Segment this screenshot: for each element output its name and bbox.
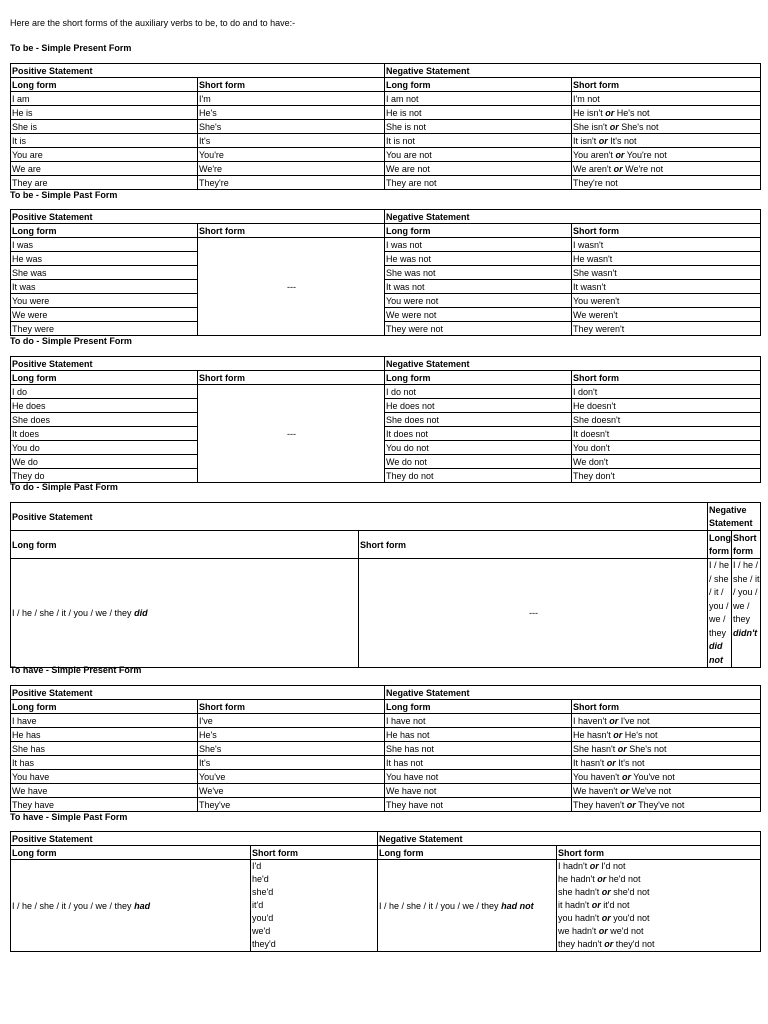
- cell: We do: [11, 455, 198, 469]
- table-row: [11, 860, 761, 952]
- section-title-have-present: To have - Simple Present Form: [10, 665, 142, 675]
- table-do-past: [10, 502, 761, 668]
- cell: It is: [11, 134, 198, 148]
- section-title-do-present: To do - Simple Present Form: [10, 336, 132, 346]
- table-have-past: [10, 831, 761, 952]
- cell: You weren't: [572, 294, 761, 308]
- table-do-present: [10, 356, 761, 483]
- cell: I was not: [385, 238, 572, 252]
- table-row: [11, 756, 761, 770]
- short-form-header: Short form: [572, 371, 761, 385]
- cell: We aren't or We're not: [572, 162, 761, 176]
- table-row: [11, 238, 761, 252]
- long-form-header: Long form: [11, 224, 198, 238]
- cell: He doesn't: [572, 399, 761, 413]
- table-be-past: [10, 209, 761, 336]
- cell: I'd he'd she'd it'd you'd we'd they'd: [251, 860, 378, 952]
- cell: It isn't or It's not: [572, 134, 761, 148]
- table-row: [11, 427, 761, 441]
- cell: They weren't: [572, 322, 761, 336]
- long-form-header: Long form: [11, 371, 198, 385]
- cell: You have: [11, 770, 198, 784]
- cell: You were: [11, 294, 198, 308]
- cell: It was not: [385, 280, 572, 294]
- cell: You do: [11, 441, 198, 455]
- cell: I do not: [385, 385, 572, 399]
- cell: It hasn't or It's not: [572, 756, 761, 770]
- cell: You have not: [385, 770, 572, 784]
- table-row: [11, 294, 761, 308]
- cell: She has: [11, 742, 198, 756]
- cell: It has not: [385, 756, 572, 770]
- cell: We have not: [385, 784, 572, 798]
- table-row: [11, 385, 761, 399]
- cell: They've: [198, 798, 385, 812]
- cell: I'm: [198, 92, 385, 106]
- cell: They do: [11, 469, 198, 483]
- short-form-header: Short form: [572, 224, 761, 238]
- cell: They do not: [385, 469, 572, 483]
- cell: He hasn't or He's not: [572, 728, 761, 742]
- long-form-header: Long form: [385, 700, 572, 714]
- cell: I have not: [385, 714, 572, 728]
- cell: We're: [198, 162, 385, 176]
- cell: We have: [11, 784, 198, 798]
- negative-header: Negative Statement: [385, 686, 761, 700]
- intro-text: Here are the short forms of the auxiliary verbs to be, to do and to have:-: [10, 18, 296, 28]
- negative-header: Negative Statement: [385, 357, 761, 371]
- long-form-header: Long form: [378, 846, 557, 860]
- table-row: [11, 770, 761, 784]
- cell: She does not: [385, 413, 572, 427]
- cell: They are not: [385, 176, 572, 190]
- cell: He is not: [385, 106, 572, 120]
- cell: It does: [11, 427, 198, 441]
- long-form-header: Long form: [385, 78, 572, 92]
- cell: I have: [11, 714, 198, 728]
- table-have-present: [10, 685, 761, 812]
- negative-header: Negative Statement: [378, 832, 761, 846]
- cell: You are not: [385, 148, 572, 162]
- negative-header: Negative Statement: [385, 64, 761, 78]
- cell: They are: [11, 176, 198, 190]
- cell: I am not: [385, 92, 572, 106]
- cell: She was not: [385, 266, 572, 280]
- cell: I / he / she / it / you / we / they had not: [378, 860, 557, 952]
- cell: I'm not: [572, 92, 761, 106]
- cell: I don't: [572, 385, 761, 399]
- short-form-header: Short form: [198, 371, 385, 385]
- long-form-header: Long form: [11, 700, 198, 714]
- table-be-present: [10, 63, 761, 190]
- cell: He isn't or He's not: [572, 106, 761, 120]
- cell: I hadn't or I'd not he hadn't or he'd not she hadn't or she'd not it hadn't or it'd not you hadn't or you'd not we hadn't or we'd not they hadn't or they'd not: [557, 860, 761, 952]
- negative-header: Negative Statement: [708, 503, 761, 531]
- cell: I am: [11, 92, 198, 106]
- table-header-row: [11, 64, 761, 78]
- positive-header: Positive Statement: [11, 832, 378, 846]
- cell: She hasn't or She's not: [572, 742, 761, 756]
- short-form-header: Short form: [359, 531, 708, 559]
- no-short-form-cell: ---: [198, 385, 385, 483]
- section-title-do-past: To do - Simple Past Form: [10, 482, 118, 492]
- cell: They're: [198, 176, 385, 190]
- cell: We were: [11, 308, 198, 322]
- cell: She is: [11, 120, 198, 134]
- cell: He has: [11, 728, 198, 742]
- table-row: [11, 413, 761, 427]
- table-row: [11, 252, 761, 266]
- short-form-header: Short form: [557, 846, 761, 860]
- cell: You aren't or You're not: [572, 148, 761, 162]
- cell: We are not: [385, 162, 572, 176]
- table-row: [11, 266, 761, 280]
- cell: I wasn't: [572, 238, 761, 252]
- cell: They were: [11, 322, 198, 336]
- cell: It has: [11, 756, 198, 770]
- cell: She was: [11, 266, 198, 280]
- cell: I haven't or I've not: [572, 714, 761, 728]
- cell: We don't: [572, 455, 761, 469]
- positive-header: Positive Statement: [11, 686, 385, 700]
- table-row: [11, 162, 761, 176]
- cell: She doesn't: [572, 413, 761, 427]
- cell: He's: [198, 728, 385, 742]
- table-row: [11, 176, 761, 190]
- cell: She's: [198, 120, 385, 134]
- long-form-header: Long form: [11, 531, 359, 559]
- short-form-header: Short form: [198, 700, 385, 714]
- cell: He wasn't: [572, 252, 761, 266]
- cell: I do: [11, 385, 198, 399]
- table-row: [11, 728, 761, 742]
- positive-header: Positive Statement: [11, 357, 385, 371]
- table-row: [11, 134, 761, 148]
- cell: She isn't or She's not: [572, 120, 761, 134]
- table-row: [11, 106, 761, 120]
- section-title-have-past: To have - Simple Past Form: [10, 812, 128, 822]
- cell: It's: [198, 134, 385, 148]
- cell: He does not: [385, 399, 572, 413]
- no-short-form-cell: ---: [198, 238, 385, 336]
- long-form-header: Long form: [385, 224, 572, 238]
- cell: She is not: [385, 120, 572, 134]
- cell: It is not: [385, 134, 572, 148]
- short-form-header: Short form: [198, 224, 385, 238]
- cell: He was not: [385, 252, 572, 266]
- cell: We are: [11, 162, 198, 176]
- table-row: [11, 742, 761, 756]
- positive-header: Positive Statement: [11, 64, 385, 78]
- cell: It does not: [385, 427, 572, 441]
- cell: We were not: [385, 308, 572, 322]
- table-row: [11, 92, 761, 106]
- table-row: [11, 120, 761, 134]
- cell: You don't: [572, 441, 761, 455]
- cell: We weren't: [572, 308, 761, 322]
- short-form-header: Short form: [572, 78, 761, 92]
- negative-header: Negative Statement: [385, 210, 761, 224]
- short-form-header: Short form: [572, 700, 761, 714]
- long-form-header: Long form: [385, 371, 572, 385]
- cell: You're: [198, 148, 385, 162]
- table-row: [11, 455, 761, 469]
- cell: We do not: [385, 455, 572, 469]
- cell: He's: [198, 106, 385, 120]
- section-title-be-present: To be - Simple Present Form: [10, 43, 132, 53]
- cell: He is: [11, 106, 198, 120]
- cell: They were not: [385, 322, 572, 336]
- cell: I / he / she / it / you / we / they did: [11, 559, 359, 668]
- cell: I / he / she / it / you / we / they didn't: [732, 559, 761, 668]
- short-form-header: Short form: [251, 846, 378, 860]
- table-row: [11, 148, 761, 162]
- cell: You've: [198, 770, 385, 784]
- section-title-be-past: To be - Simple Past Form: [10, 190, 118, 200]
- cell: It was: [11, 280, 198, 294]
- cell: It doesn't: [572, 427, 761, 441]
- table-row: [11, 714, 761, 728]
- positive-header: Positive Statement: [11, 210, 385, 224]
- cell: She has not: [385, 742, 572, 756]
- long-form-header: Long form: [708, 531, 732, 559]
- cell: You do not: [385, 441, 572, 455]
- long-form-header: Long form: [11, 846, 251, 860]
- cell: He does: [11, 399, 198, 413]
- cell: They haven't or They've not: [572, 798, 761, 812]
- cell: I've: [198, 714, 385, 728]
- cell: They have not: [385, 798, 572, 812]
- cell: We've: [198, 784, 385, 798]
- cell: She's: [198, 742, 385, 756]
- table-row: [11, 308, 761, 322]
- cell: We haven't or We've not: [572, 784, 761, 798]
- cell: They don't: [572, 469, 761, 483]
- cell: He has not: [385, 728, 572, 742]
- cell: She does: [11, 413, 198, 427]
- long-form-header: Long form: [11, 78, 198, 92]
- cell: You are: [11, 148, 198, 162]
- cell: You were not: [385, 294, 572, 308]
- cell: It wasn't: [572, 280, 761, 294]
- table-row: [11, 798, 761, 812]
- cell: I / he / she / it / you / we / they did not: [708, 559, 732, 668]
- short-form-header: Short form: [198, 78, 385, 92]
- cell: It's: [198, 756, 385, 770]
- table-row: [11, 469, 761, 483]
- cell: She wasn't: [572, 266, 761, 280]
- table-row: [11, 399, 761, 413]
- table-row: [11, 322, 761, 336]
- short-form-header: Short form: [732, 531, 761, 559]
- table-row: [11, 559, 761, 668]
- cell: They're not: [572, 176, 761, 190]
- table-subheader-row: [11, 78, 761, 92]
- cell: I / he / she / it / you / we / they had: [11, 860, 251, 952]
- positive-header: Positive Statement: [11, 503, 708, 531]
- no-short-form-cell: ---: [359, 559, 708, 668]
- table-row: [11, 441, 761, 455]
- cell: I was: [11, 238, 198, 252]
- cell: They have: [11, 798, 198, 812]
- cell: You haven't or You've not: [572, 770, 761, 784]
- cell: He was: [11, 252, 198, 266]
- table-row: [11, 784, 761, 798]
- table-row: [11, 280, 761, 294]
